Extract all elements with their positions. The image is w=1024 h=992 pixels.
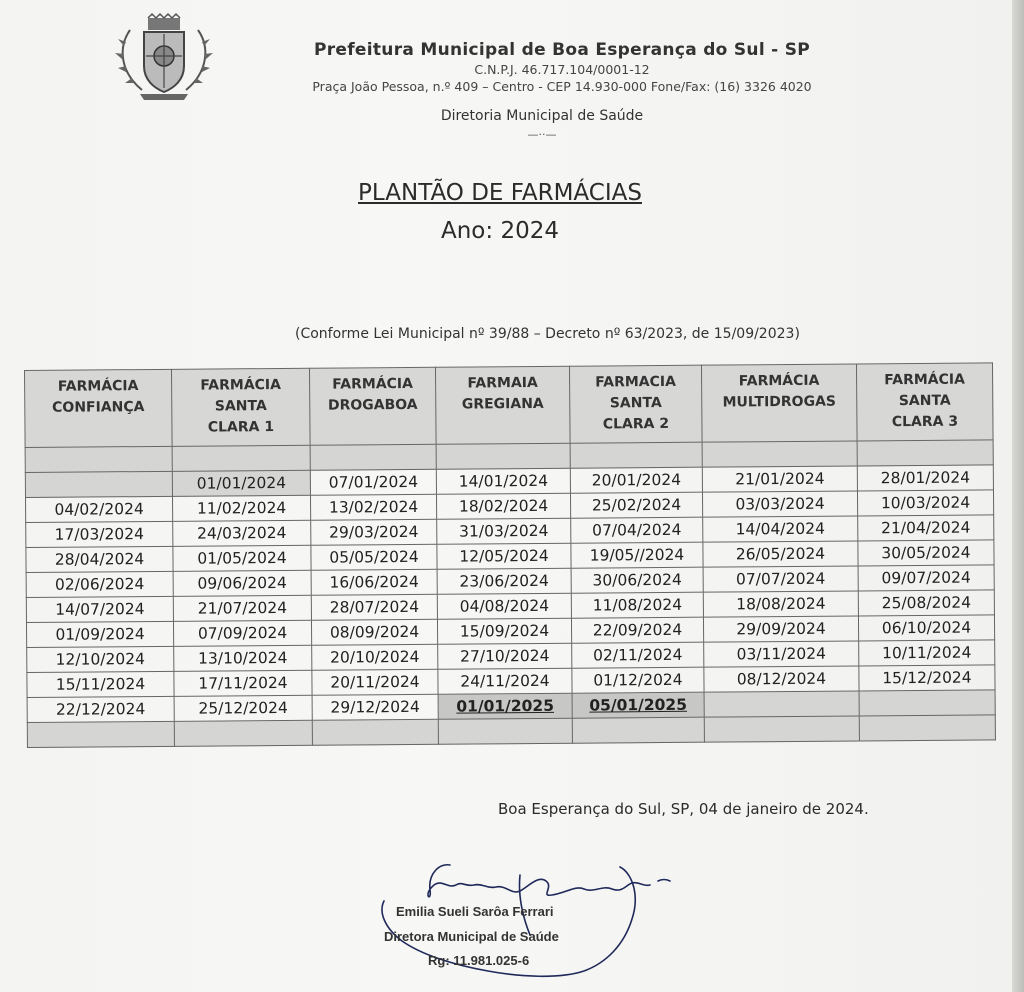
- table-cell: [859, 690, 995, 716]
- table-cell: 10/11/2024: [859, 640, 995, 666]
- column-header: FARMACIA SANTA CLARA 2: [569, 365, 702, 443]
- table-cell: 07/01/2024: [310, 469, 436, 495]
- table-cell: 22/12/2024: [27, 696, 174, 722]
- column-header: FARMAIA GREGIANA: [435, 366, 570, 444]
- column-header: FARMÁCIA DROGABOA: [309, 367, 436, 445]
- signature-block: [370, 855, 690, 980]
- table-cell: 17/11/2024: [174, 670, 312, 696]
- table-cell: 05/05/2024: [311, 544, 437, 570]
- table-cell: 02/11/2024: [572, 642, 704, 668]
- table-cell: 08/12/2024: [704, 666, 859, 692]
- table-cell: 17/03/2024: [26, 521, 173, 547]
- table-cell: 15/09/2024: [437, 618, 571, 644]
- table-cell: 30/06/2024: [571, 567, 703, 593]
- signatory-name: Emilia Sueli Sarôa Ferrari: [396, 904, 554, 919]
- table-cell: 27/10/2024: [438, 643, 572, 669]
- table-cell: 16/06/2024: [311, 569, 437, 595]
- table-cell: 29/12/2024: [312, 694, 438, 720]
- table-cell: 24/03/2024: [173, 520, 311, 546]
- column-header: FARMÁCIA SANTA CLARA 1: [171, 368, 310, 446]
- page-edge-shadow: [1012, 0, 1024, 992]
- table-cell: 20/01/2024: [570, 467, 702, 493]
- table-cell: 20/11/2024: [312, 669, 438, 695]
- pharmacy-schedule-table: [24, 362, 996, 748]
- table-cell: 19/05//2024: [571, 542, 703, 568]
- table-cell: 21/04/2024: [858, 515, 994, 541]
- table-cell: 03/11/2024: [704, 641, 859, 667]
- table-cell: 09/06/2024: [173, 570, 311, 596]
- address-line: Praça João Pessoa, n.º 409 – Centro - CEP 14.930-000 Fone/Fax: (16) 3326 4020: [312, 79, 812, 94]
- table-cell: 10/03/2024: [857, 490, 993, 516]
- table-cell: 29/03/2024: [311, 519, 437, 545]
- table-cell: 15/12/2024: [859, 665, 995, 691]
- table-cell: 23/06/2024: [437, 568, 571, 594]
- header-separator: —··—: [527, 128, 557, 141]
- table-cell: 13/02/2024: [310, 494, 436, 520]
- municipality-title: Prefeitura Municipal de Boa Esperança do Sul - SP: [313, 40, 811, 60]
- table-cell: 29/09/2024: [703, 616, 858, 642]
- table-cell: 04/02/2024: [26, 496, 173, 522]
- highlighted-cell: 05/01/2025: [572, 692, 704, 718]
- table-cell: 26/05/2024: [703, 541, 858, 567]
- table-cell: 03/03/2024: [702, 491, 857, 517]
- department-name: Diretoria Municipal de Saúde: [440, 108, 644, 124]
- table-cell: 12/05/2024: [437, 543, 571, 569]
- table-cell: 25/02/2024: [570, 492, 702, 518]
- table-cell: 14/04/2024: [703, 516, 858, 542]
- table-cell: 15/11/2024: [27, 671, 174, 697]
- table-cell: 07/07/2024: [703, 566, 858, 592]
- table-cell: 02/06/2024: [26, 571, 173, 597]
- highlighted-cell: 01/01/2025: [438, 693, 572, 719]
- table-cell: 21/01/2024: [702, 466, 857, 492]
- table-cell: 01/09/2024: [26, 621, 173, 647]
- table-cell: 08/09/2024: [311, 619, 437, 645]
- table-cell: 21/07/2024: [173, 595, 311, 621]
- table-header-row: [25, 363, 994, 448]
- place-and-date: Boa Esperança do Sul, SP, 04 de janeiro de 2024.: [498, 800, 869, 818]
- table-cell: 07/04/2024: [571, 517, 703, 543]
- table-cell: 14/01/2024: [436, 468, 570, 494]
- table-cell: [25, 471, 172, 497]
- table-cell: 28/01/2024: [857, 465, 993, 491]
- document-title: PLANTÃO DE FARMÁCIAS: [358, 180, 642, 206]
- table-cell: 14/07/2024: [26, 596, 173, 622]
- table-cell: 11/08/2024: [571, 592, 703, 618]
- letterhead: [262, 40, 862, 141]
- table-cell: 20/10/2024: [312, 644, 438, 670]
- table-cell: 24/11/2024: [438, 668, 572, 694]
- table-cell: 25/08/2024: [858, 590, 994, 616]
- municipal-coat-of-arms-icon: [112, 12, 216, 104]
- table-cell: 28/04/2024: [26, 546, 173, 572]
- table-cell: 22/09/2024: [571, 617, 703, 643]
- law-reference: (Conforme Lei Municipal nº 39/88 – Decreto nº 63/2023, de 15/09/2023): [295, 326, 800, 342]
- column-header: FARMÁCIA SANTA CLARA 3: [856, 363, 993, 441]
- table-cell: 28/07/2024: [311, 594, 437, 620]
- table-cell: 18/02/2024: [436, 493, 570, 519]
- signatory-rg: Rg: 11.981.025-6: [428, 953, 530, 968]
- table-cell: 31/03/2024: [437, 518, 571, 544]
- table-cell: 30/05/2024: [858, 540, 994, 566]
- table-cell: 12/10/2024: [27, 646, 174, 672]
- table-cell: [704, 691, 859, 717]
- column-header: FARMÁCIA CONFIANÇA: [25, 369, 173, 447]
- document-year: Ano: 2024: [441, 218, 559, 244]
- table-cell: 04/08/2024: [437, 593, 571, 619]
- table-cell: 06/10/2024: [858, 615, 994, 641]
- cnpj-line: C.N.P.J. 46.717.104/0001-12: [474, 62, 650, 77]
- signatory-role: Diretora Municipal de Saúde: [384, 929, 559, 944]
- table-cell: 01/01/2024: [172, 470, 310, 496]
- table-cell: 18/08/2024: [703, 591, 858, 617]
- table-cell: 13/10/2024: [174, 645, 312, 671]
- column-header: FARMÁCIA MULTIDROGAS: [701, 364, 857, 442]
- table-cell: 07/09/2024: [173, 620, 311, 646]
- table-cell: 25/12/2024: [174, 695, 312, 721]
- table-cell: 01/12/2024: [572, 667, 704, 693]
- table-cell: 11/02/2024: [172, 495, 310, 521]
- table-cell: 09/07/2024: [858, 565, 994, 591]
- table-cell: 01/05/2024: [173, 545, 311, 571]
